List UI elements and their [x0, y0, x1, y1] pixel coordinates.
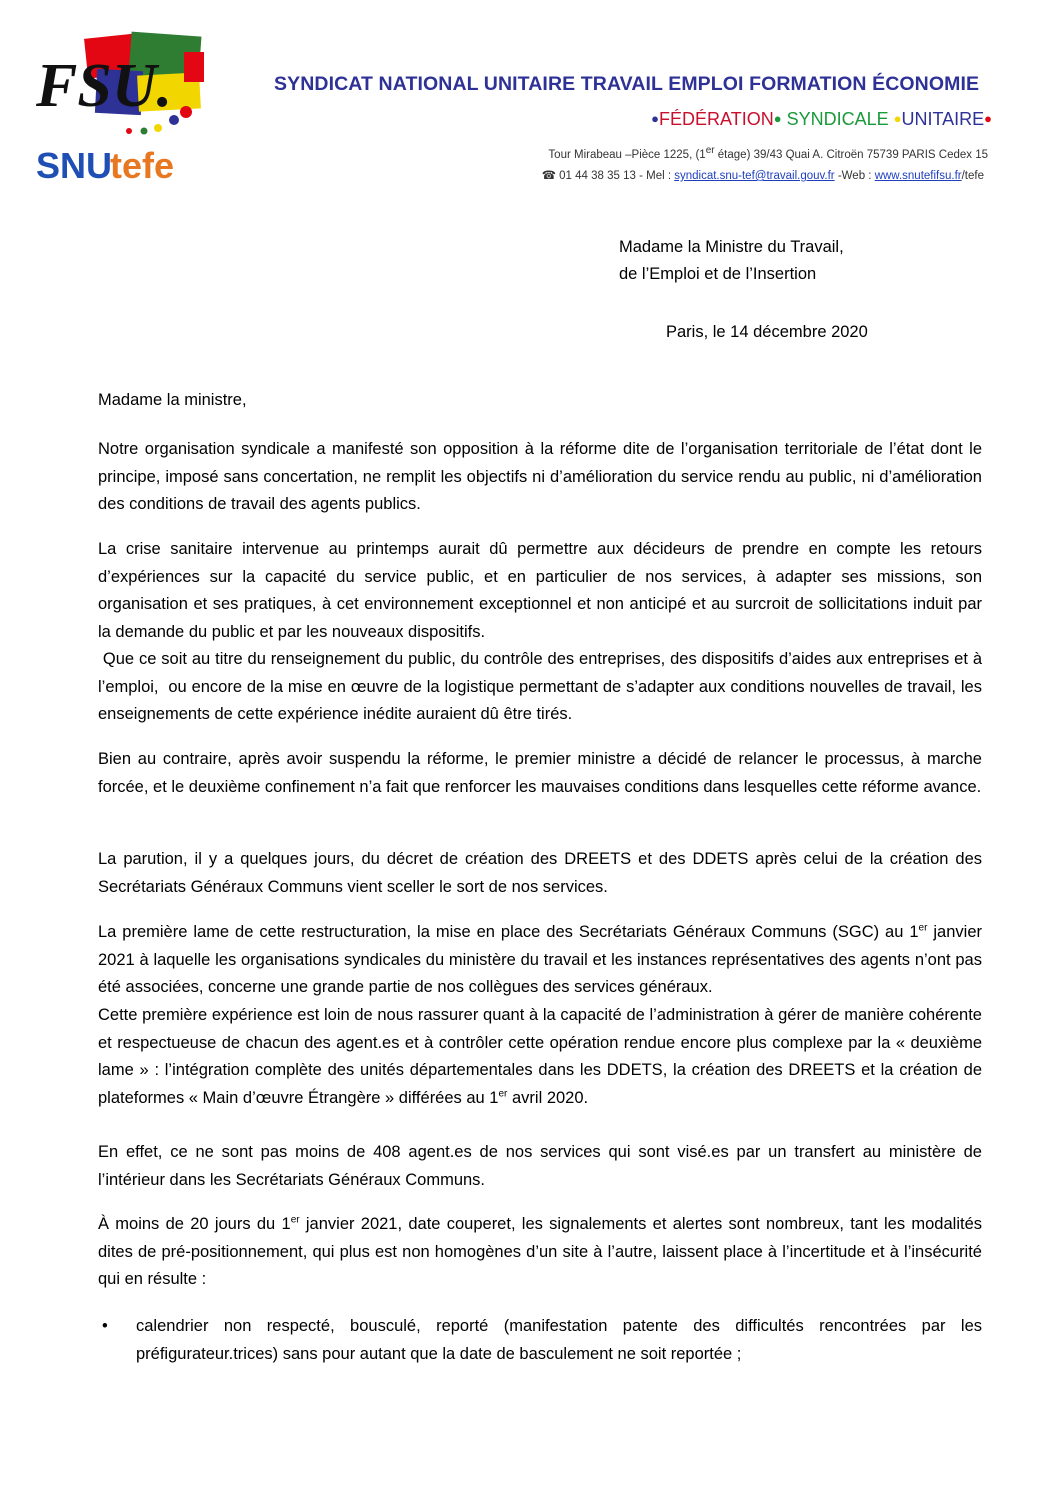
- website-link[interactable]: www.snutefifsu.fr: [874, 170, 962, 182]
- paragraph: Bien au contraire, après avoir suspendu la réforme, le premier ministre a décidé de relancer le processus, à marche forcée, et le deuxième confinement n’a fait que renforcer les mauvaises conditions dans lesquelles cette réforme avance.: [98, 750, 982, 796]
- paragraph-part: Cette première expérience est loin de nous rassurer quant à la capacité de l’administration à gérer de manière cohérente et respectueuse de chacun des agent.es et à contrôler cette opération rendue encore plus complexe par la « deuxième lame » : l’intégration complète des unités départementales dans les DDETS, la création des DREETS et la création de plateformes « Main d’œuvre Étrangère » différées au 1: [98, 1006, 982, 1107]
- paragraph-part: janvier 2021 à laquelle les organisations syndicales du ministère du travail et les instances représentatives des agents n’ont pas été associées, concerne une grande partie de nos collègues des services généraux.: [98, 923, 982, 996]
- paragraph-part: avril 2020.: [507, 1088, 589, 1107]
- bullet-item: [98, 1313, 982, 1368]
- paragraph: Notre organisation syndicale a manifesté son opposition à la réforme dite de l’organisation territoriale de l’état dont le principe, imposé sans concertation, ne remplit les objectifs ni d’amélioration du service rendu au public, ni d’amélioration des conditions de travail des agents publics.: [98, 440, 982, 513]
- unitaire-word: UNITAIRE: [901, 109, 985, 129]
- phone-text: ☎ 01 44 38 35 13 - Mel :: [541, 170, 675, 182]
- paragraph: [98, 1002, 982, 1112]
- logo-tefe-text: tefe: [110, 145, 175, 186]
- recipient-line: de l’Emploi et de l’Insertion: [619, 265, 817, 283]
- paragraph: La crise sanitaire intervenue au printemps aurait dû permettre aux décideurs de prendre en compte les retours d’expériences sur la capacité du service public, et en particulier de nos services, à adapter ses missions, son organisation et ses pratiques, à cet environnement exceptionnel et non anticipé et au surcroit de sollicitations induit par la demande du public et par les nouveaux dispositifs.: [98, 540, 982, 641]
- recipient-block: [619, 234, 844, 288]
- paragraph: La parution, il y a quelques jours, du décret de création des DREETS et des DDETS après celui de la création des Secrétariats Généraux Communs vient sceller le sort de nos services.: [98, 850, 982, 896]
- ordinal-sup: er: [918, 922, 928, 934]
- bullet-icon: •: [102, 1317, 108, 1335]
- address-part: étage) 39/43 Quai A. Citroën 75739 PARIS Cedex 15: [714, 149, 988, 161]
- logo-snu-text: SNU: [36, 145, 113, 186]
- organization-title: SYNDICAT NATIONAL UNITAIRE TRAVAIL EMPLOI FORMATION ÉCONOMIE: [274, 73, 980, 95]
- ordinal-sup: er: [498, 1088, 508, 1099]
- paragraph: En effet, ce ne sont pas moins de 408 agent.es de nos services qui sont visé.es par un transfert au ministère de l’intérieur dans les Secrétariats Généraux Communs.: [98, 1143, 982, 1189]
- blue-dot-icon: ●: [651, 111, 660, 126]
- salutation: Madame la ministre,: [98, 391, 247, 409]
- email-link[interactable]: syndicat.snu-tef@travail.gouv.fr: [674, 170, 835, 182]
- bullet-text: calendrier non respecté, bousculé, reporté (manifestation patente des difficultés rencontrées par les préfigurateur.trices) sans pour autant que la date de basculement ne soit reportée ;: [136, 1317, 982, 1363]
- logo-fsu-text: FSU.: [36, 52, 173, 120]
- address-line: [548, 145, 988, 161]
- paragraph-part: La première lame de cette restructuration, la mise en place des Secrétariats Généraux Communs (SGC) au 1: [98, 923, 919, 941]
- fsu-snu-tefe-logo: [34, 30, 209, 190]
- federation-line: [651, 109, 992, 130]
- syndicale-word: SYNDICALE: [781, 109, 894, 129]
- paragraph-part: À moins de 20 jours du 1: [98, 1215, 291, 1233]
- contact-line: [542, 168, 984, 182]
- red-dot-icon: ●: [984, 111, 992, 126]
- yellow-dot-icon: ●: [893, 111, 902, 126]
- ordinal-sup: er: [290, 1214, 300, 1226]
- web-suffix: /tefe: [961, 170, 984, 182]
- logo-graphic: [34, 30, 209, 190]
- letter-date: Paris, le 14 décembre 2020: [666, 323, 868, 341]
- recipient-line: Madame la Ministre du Travail,: [619, 238, 844, 256]
- address-part: Tour Mirabeau –Pièce 1225, (1: [548, 149, 706, 161]
- paragraph: [98, 1211, 982, 1294]
- paragraph: Que ce soit au titre du renseignement du public, du contrôle des entreprises, des dispositifs d’aides aux entreprises et à l’emploi, ou encore de la mise en œuvre de la logistique permettant de s’adapter aux conditions nouvelles de travail, les enseignements de cette expérience inédite auraient dû être tirés.: [98, 650, 987, 723]
- federation-word: FÉDÉRATION: [659, 109, 774, 129]
- paragraph-part: janvier 2021, date couperet, les signalements et alertes sont nombreux, tant les modalités dites de pré-positionnement, qui plus est non homogènes d’un site à l’autre, laissent place à l’incertitude et à l’insécurité qui en résulte :: [98, 1215, 983, 1288]
- address-sup: er: [705, 145, 715, 157]
- green-dot-icon: ●: [773, 111, 782, 126]
- web-label: -Web :: [834, 170, 875, 182]
- paragraph: [98, 919, 982, 1002]
